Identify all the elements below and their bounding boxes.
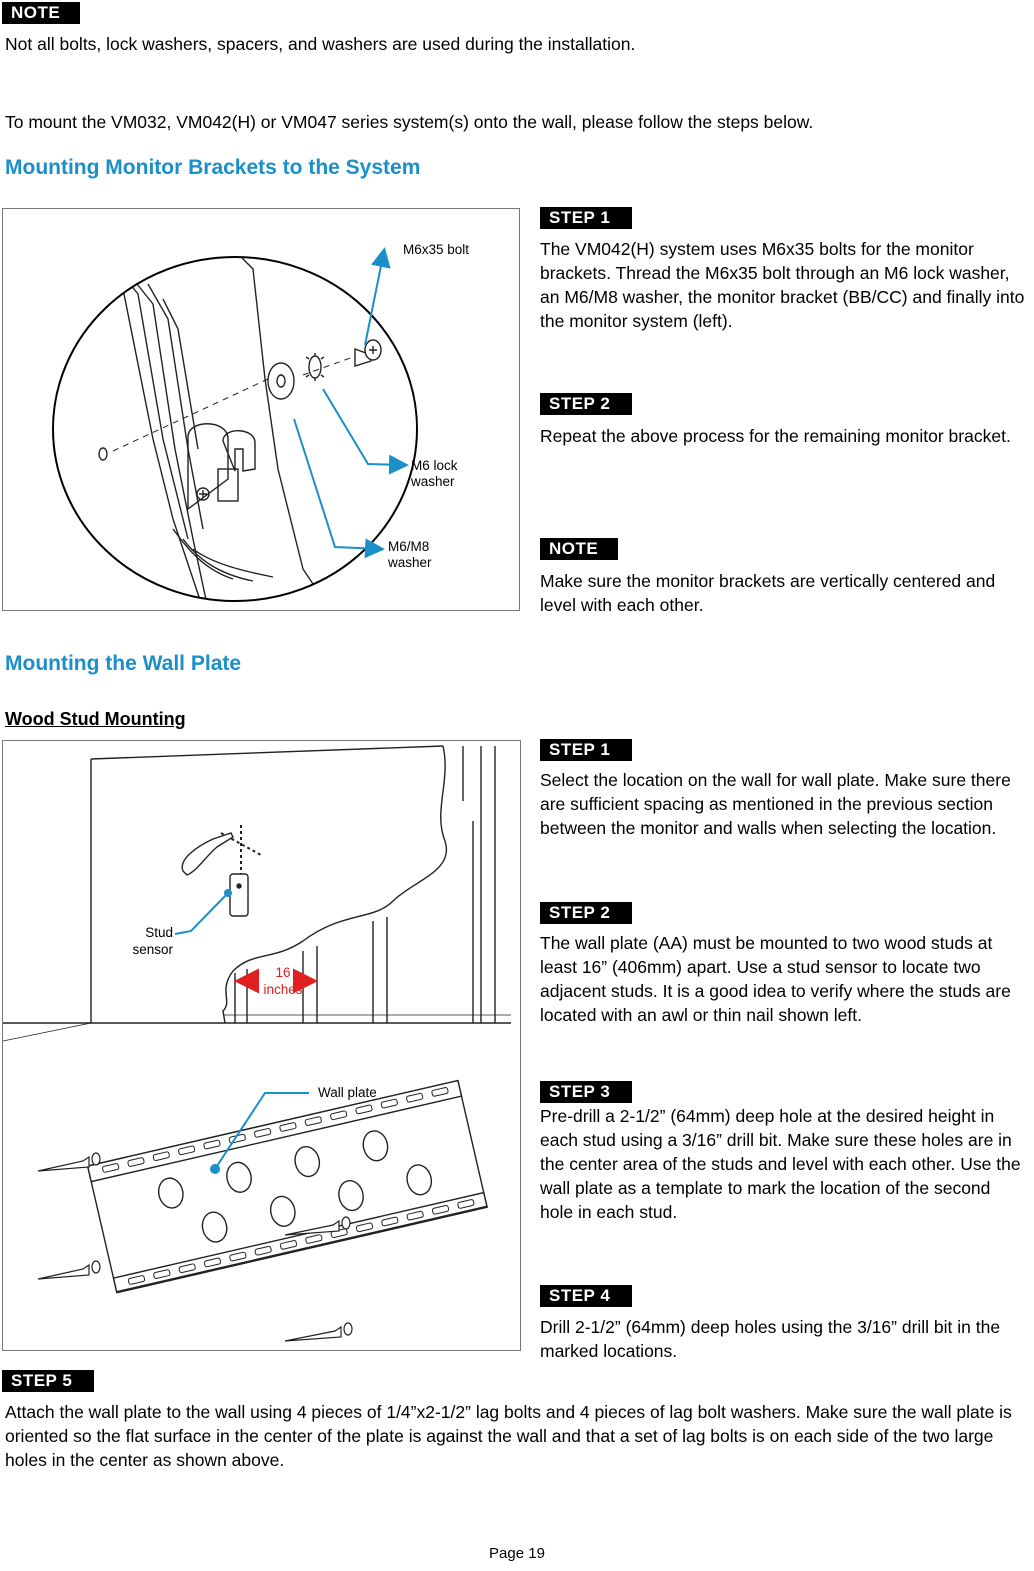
step-text: Repeat the above process for the remaining monitor bracket. — [540, 426, 1011, 446]
note-tag: NOTE — [2, 2, 80, 24]
label-bolt: M6x35 bolt — [403, 242, 470, 257]
step-tag: STEP 1 — [540, 739, 632, 761]
label-distance-line2: inches — [263, 982, 303, 997]
note-text: Not all bolts, lock washers, spacers, and washers are used during the installation. — [5, 34, 636, 54]
step-text: Attach the wall plate to the wall using 4 pieces of 1/4”x2-1/2” lag bolts and 4 pieces of lag bolt washers. Make sure the wall plate is oriented so the flat surface in the center of the plate is against the wall and that a set of lag bolts is on each side of the two large holes in the center as shown above. — [5, 1402, 1012, 1470]
label-stud-line1: Stud — [145, 925, 173, 940]
step-tag: STEP 2 — [540, 393, 632, 415]
bracket-illustration — [3, 209, 518, 609]
label-lock-washer-line1: M6 lock — [411, 458, 458, 473]
section-heading-brackets: Mounting Monitor Brackets to the System — [5, 156, 421, 179]
step-tag: STEP 1 — [540, 207, 632, 229]
step-tag: STEP 5 — [2, 1370, 94, 1392]
label-lock-washer-line2: washer — [411, 474, 455, 489]
note-tag: NOTE — [540, 538, 618, 560]
wall-plate-figure — [2, 740, 521, 1351]
label-washer-line1: M6/M8 — [388, 539, 430, 554]
label-wall-plate: Wall plate — [318, 1085, 377, 1100]
label-washer-line2: washer — [388, 555, 432, 570]
step-text: Select the location on the wall for wall plate. Make sure there are sufficient spacing as mentioned in the previous section between the monitor and walls when selecting the location. — [540, 770, 1011, 838]
page-number: Page 19 — [489, 1545, 545, 1562]
step-tag: STEP 4 — [540, 1285, 632, 1307]
step-tag: STEP 3 — [540, 1081, 632, 1103]
bracket-figure — [2, 208, 520, 611]
step-text: Drill 2-1/2” (64mm) deep holes using the 3/16” drill bit in the marked locations. — [540, 1317, 1001, 1361]
step-text: Pre-drill a 2-1/2” (64mm) deep hole at the desired height in each stud using a 3/16” drill bit. Make sure these holes are in the center area of the studs and level with each other. Use the wall plate as a template to mark the location of the second hole in each stud. — [540, 1106, 1021, 1222]
step-text: The wall plate (AA) must be mounted to two wood studs at least 16” (406mm) apart. Use a stud sensor to locate two adjacent studs. It is a good idea to verify where the studs are located with an awl or thin nail shown left. — [540, 933, 1011, 1025]
label-distance-line1: 16 — [275, 965, 291, 980]
intro-text: To mount the VM032, VM042(H) or VM047 series system(s) onto the wall, please follow the steps below. — [5, 112, 814, 132]
section-heading-wall-plate: Mounting the Wall Plate — [5, 652, 242, 675]
step-text: The VM042(H) system uses M6x35 bolts for the monitor brackets. Thread the M6x35 bolt through an M6 lock washer, an M6/M8 washer, the monitor bracket (BB/CC) and finally into the monitor system (left). — [540, 239, 1025, 331]
subheading-wood-stud: Wood Stud Mounting — [5, 709, 186, 729]
label-stud-line2: sensor — [132, 942, 173, 957]
step-tag: STEP 2 — [540, 902, 632, 924]
wall-plate-illustration — [3, 741, 519, 1349]
note-text: Make sure the monitor brackets are vertically centered and level with each other. — [540, 571, 996, 615]
